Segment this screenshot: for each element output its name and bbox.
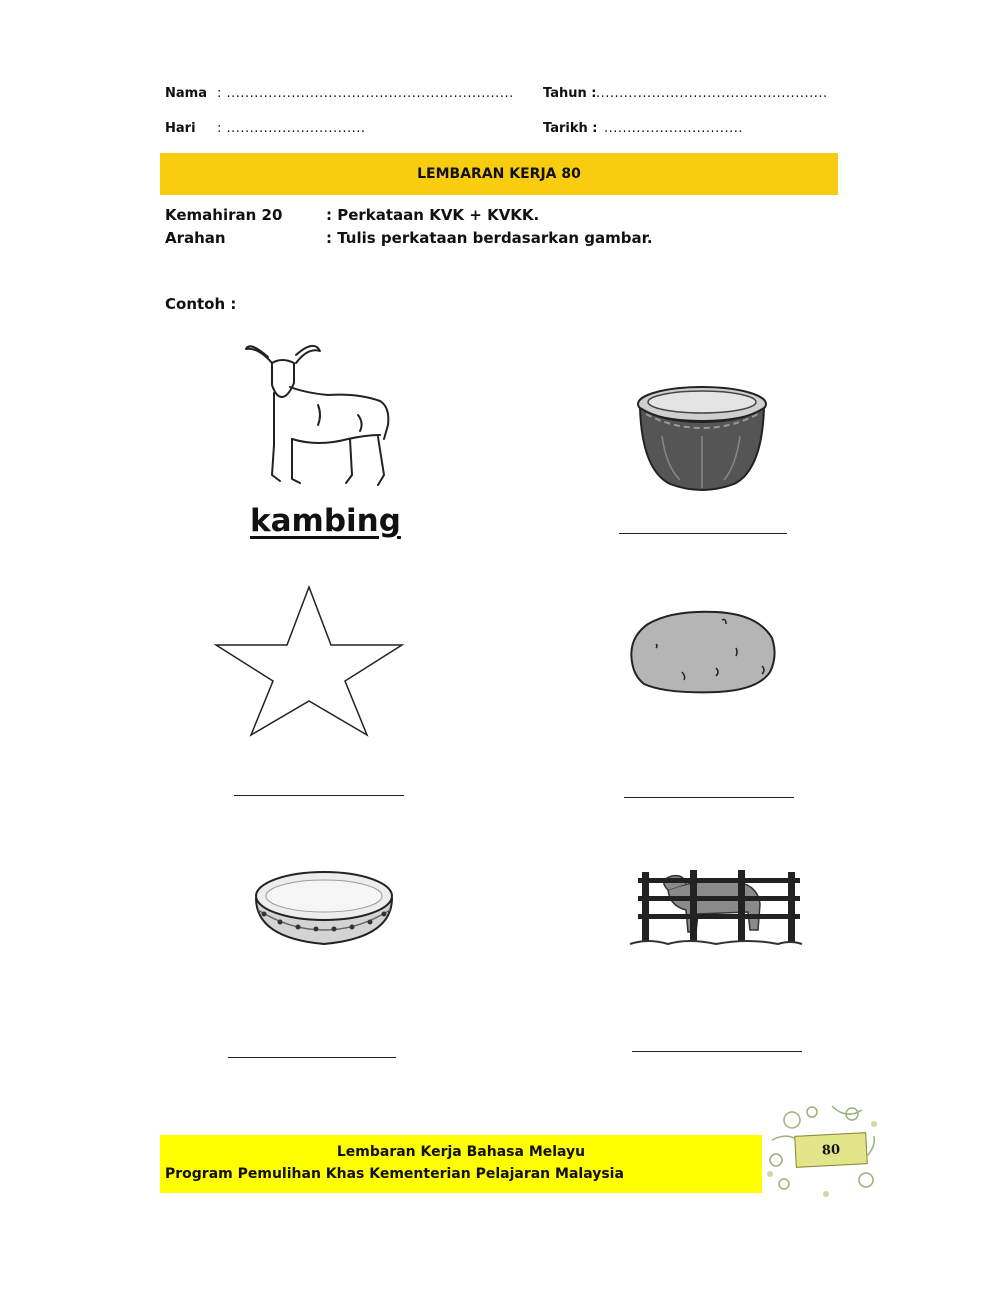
answer-line-potato[interactable]: [624, 797, 794, 798]
page-number-badge: [794, 1132, 868, 1168]
hari-label: Hari: [165, 121, 196, 136]
direction-value: : Tulis perkataan berdasarkan gambar.: [326, 229, 653, 247]
star-icon: [213, 585, 405, 737]
tarikh-label: Tarikh :: [543, 121, 598, 136]
direction-label: Arahan: [165, 229, 226, 247]
worksheet-title: LEMBARAN KERJA 80: [417, 166, 581, 182]
tahun-label: Tahun :: [543, 86, 597, 101]
tarikh-field[interactable]: ..............................: [604, 121, 743, 136]
footer-line-2: Program Pemulihan Khas Kementerian Pelajaran Malaysia: [165, 1166, 624, 1182]
skill-value: : Perkataan KVK + KVKK.: [326, 206, 540, 224]
nama-field[interactable]: : ..............................................................: [217, 86, 514, 101]
example-word: kambing: [250, 503, 401, 539]
nama-label: Nama: [165, 86, 207, 101]
goat-icon: [238, 335, 398, 495]
worksheet-banner: [160, 153, 838, 195]
footer-line-1: Lembaran Kerja Bahasa Melayu: [336, 1144, 586, 1160]
drum-icon: [632, 376, 772, 496]
tambourine-icon: [250, 868, 398, 950]
tahun-field[interactable]: ..................................................: [596, 86, 828, 101]
answer-line-star[interactable]: [234, 795, 404, 796]
hari-field[interactable]: : ..............................: [217, 121, 366, 136]
answer-line-drum[interactable]: [619, 533, 787, 534]
potato-icon: [626, 608, 778, 696]
example-label: Contoh :: [165, 295, 237, 313]
answer-line-buffalo[interactable]: [632, 1051, 802, 1052]
buffalo-pen-icon: [628, 860, 804, 950]
footer-banner: [160, 1135, 762, 1193]
skill-label: Kemahiran 20: [165, 206, 283, 224]
answer-line-tambourine[interactable]: [228, 1057, 396, 1058]
page-number: 80: [821, 1142, 841, 1158]
